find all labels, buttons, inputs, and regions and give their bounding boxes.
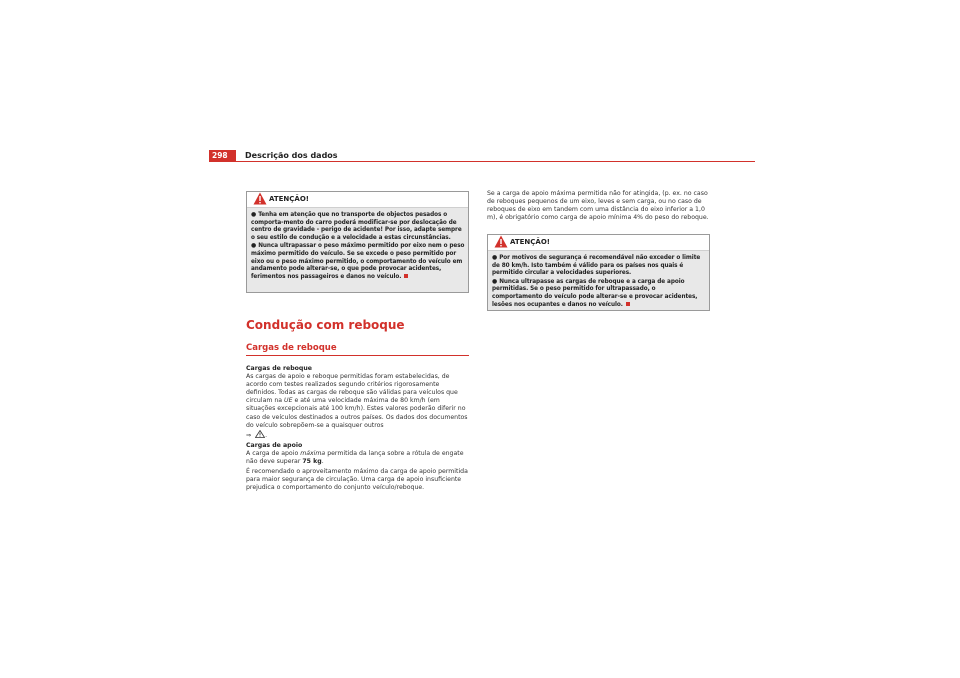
left-body-text <box>246 365 471 494</box>
text-run-italic: máxima <box>300 449 326 457</box>
warning-item-text: Nunca ultrapassar o peso máximo permitido por eixo nem o peso máximo permitido do veículo. Se se excede o peso permitido por eixo ou o peso máximo permitido, o comportamento do veículo em andamento pode alterar-se, o que pode provocar acidentes, ferimentos nos passageiros e danos no veículo. <box>251 243 465 280</box>
right-body-text <box>487 190 712 224</box>
warning-item <box>492 254 706 278</box>
warning-header <box>247 192 468 208</box>
subsection-divider <box>246 355 469 356</box>
paragraph: É recomendado o aproveitamento máximo da carga de apoio permitida para maior segurança de circulação. Uma carga de apoio insuficiente prejudica o comportamento do conjunto veículo/reboque. <box>246 468 468 492</box>
paragraph: Se a carga de apoio máxima permitida não for atingida, (p. ex. no caso de reboques pequenos de um eixo, leves e sem carga, ou no caso de reboques de eixo em tandem com uma distância do eixo inferior a 1,0 m), é obrigatório como carga de apoio mínima 4% do peso do reboque. <box>487 190 709 222</box>
warning-title: ATENÇÃO! <box>510 238 550 246</box>
paragraph <box>246 442 471 466</box>
header-divider <box>209 161 755 162</box>
text-run: . <box>265 431 268 439</box>
text-run: A carga de apoio <box>246 449 301 457</box>
text-run: permitida da lança sobre a rótula de engate não deve superar <box>246 449 464 466</box>
text-run-bold: 75 kg <box>302 458 322 466</box>
section-title: Condução com reboque <box>246 318 405 332</box>
warning-item <box>251 211 465 242</box>
warning-item <box>251 242 465 281</box>
warning-triangle-icon <box>253 192 267 205</box>
paragraph-heading: Cargas de reboque <box>246 365 312 372</box>
warning-box-left <box>246 191 469 293</box>
text-run: As cargas de apoio e reboque permitidas foram estabelecidas, de acordo com testes realizados segundo critérios rigorosamente definidos. Todas as cargas de reboque são válidas para veículos que circulam na <box>246 373 458 405</box>
warning-triangle-icon <box>494 235 508 248</box>
warning-body <box>488 251 709 309</box>
warning-box-right <box>487 234 710 311</box>
bullet-icon: ● <box>492 254 498 261</box>
running-header-title: Descrição dos dados <box>245 151 338 160</box>
bullet-icon: ● <box>251 211 257 218</box>
text-run-italic: UE <box>284 397 293 405</box>
text-run: . <box>321 458 324 466</box>
paragraph <box>246 365 471 440</box>
end-marker-icon <box>404 274 408 278</box>
subsection-title: Cargas de reboque <box>246 343 337 353</box>
bullet-icon: ● <box>492 277 498 285</box>
warning-item-text: Nunca ultrapasse as cargas de reboque e a carga de apoio permitidas. Se o peso permitido for ultrapassado, o comportamento do veículo pode alterar-se e provocar acidentes, lesões nos ocupantes e danos no veículo. <box>492 278 698 308</box>
warning-item-text: Tenha em atenção que no transporte de objectos pesados o comporta-mento do carro poderá modificar-se por deslocação de centro de gravidade - perigo de acidente! Por isso, adapte sempre o seu estilo de condução e a velocidade a estas circunstâncias. <box>251 212 462 241</box>
end-marker-icon <box>626 302 630 306</box>
paragraph-heading: Cargas de apoio <box>246 441 303 449</box>
warning-item-text: Por motivos de segurança é recomendável não exceder o limite de 80 km/h. Isto também é válido para os países nos quais é permitido circular a velocidades superiores. <box>492 255 701 277</box>
bullet-icon: ● <box>251 242 257 250</box>
cross-reference-arrow[interactable]: ⇒ <box>246 431 252 439</box>
page-number: 298 <box>209 150 236 161</box>
text-run: e até uma velocidade máxima de 80 km/h (em situações excepcionais até 100 km/h). Estes valores poderão diferir no caso de veículos destinados a outros países. Os dados dos documentos do veículo sobrepõem-se a quaisquer outros <box>246 397 468 429</box>
warning-title: ATENÇÃO! <box>269 195 309 203</box>
warning-reference-icon[interactable] <box>255 430 268 439</box>
warning-header <box>488 235 709 251</box>
warning-body <box>247 208 468 281</box>
warning-item <box>492 278 706 309</box>
